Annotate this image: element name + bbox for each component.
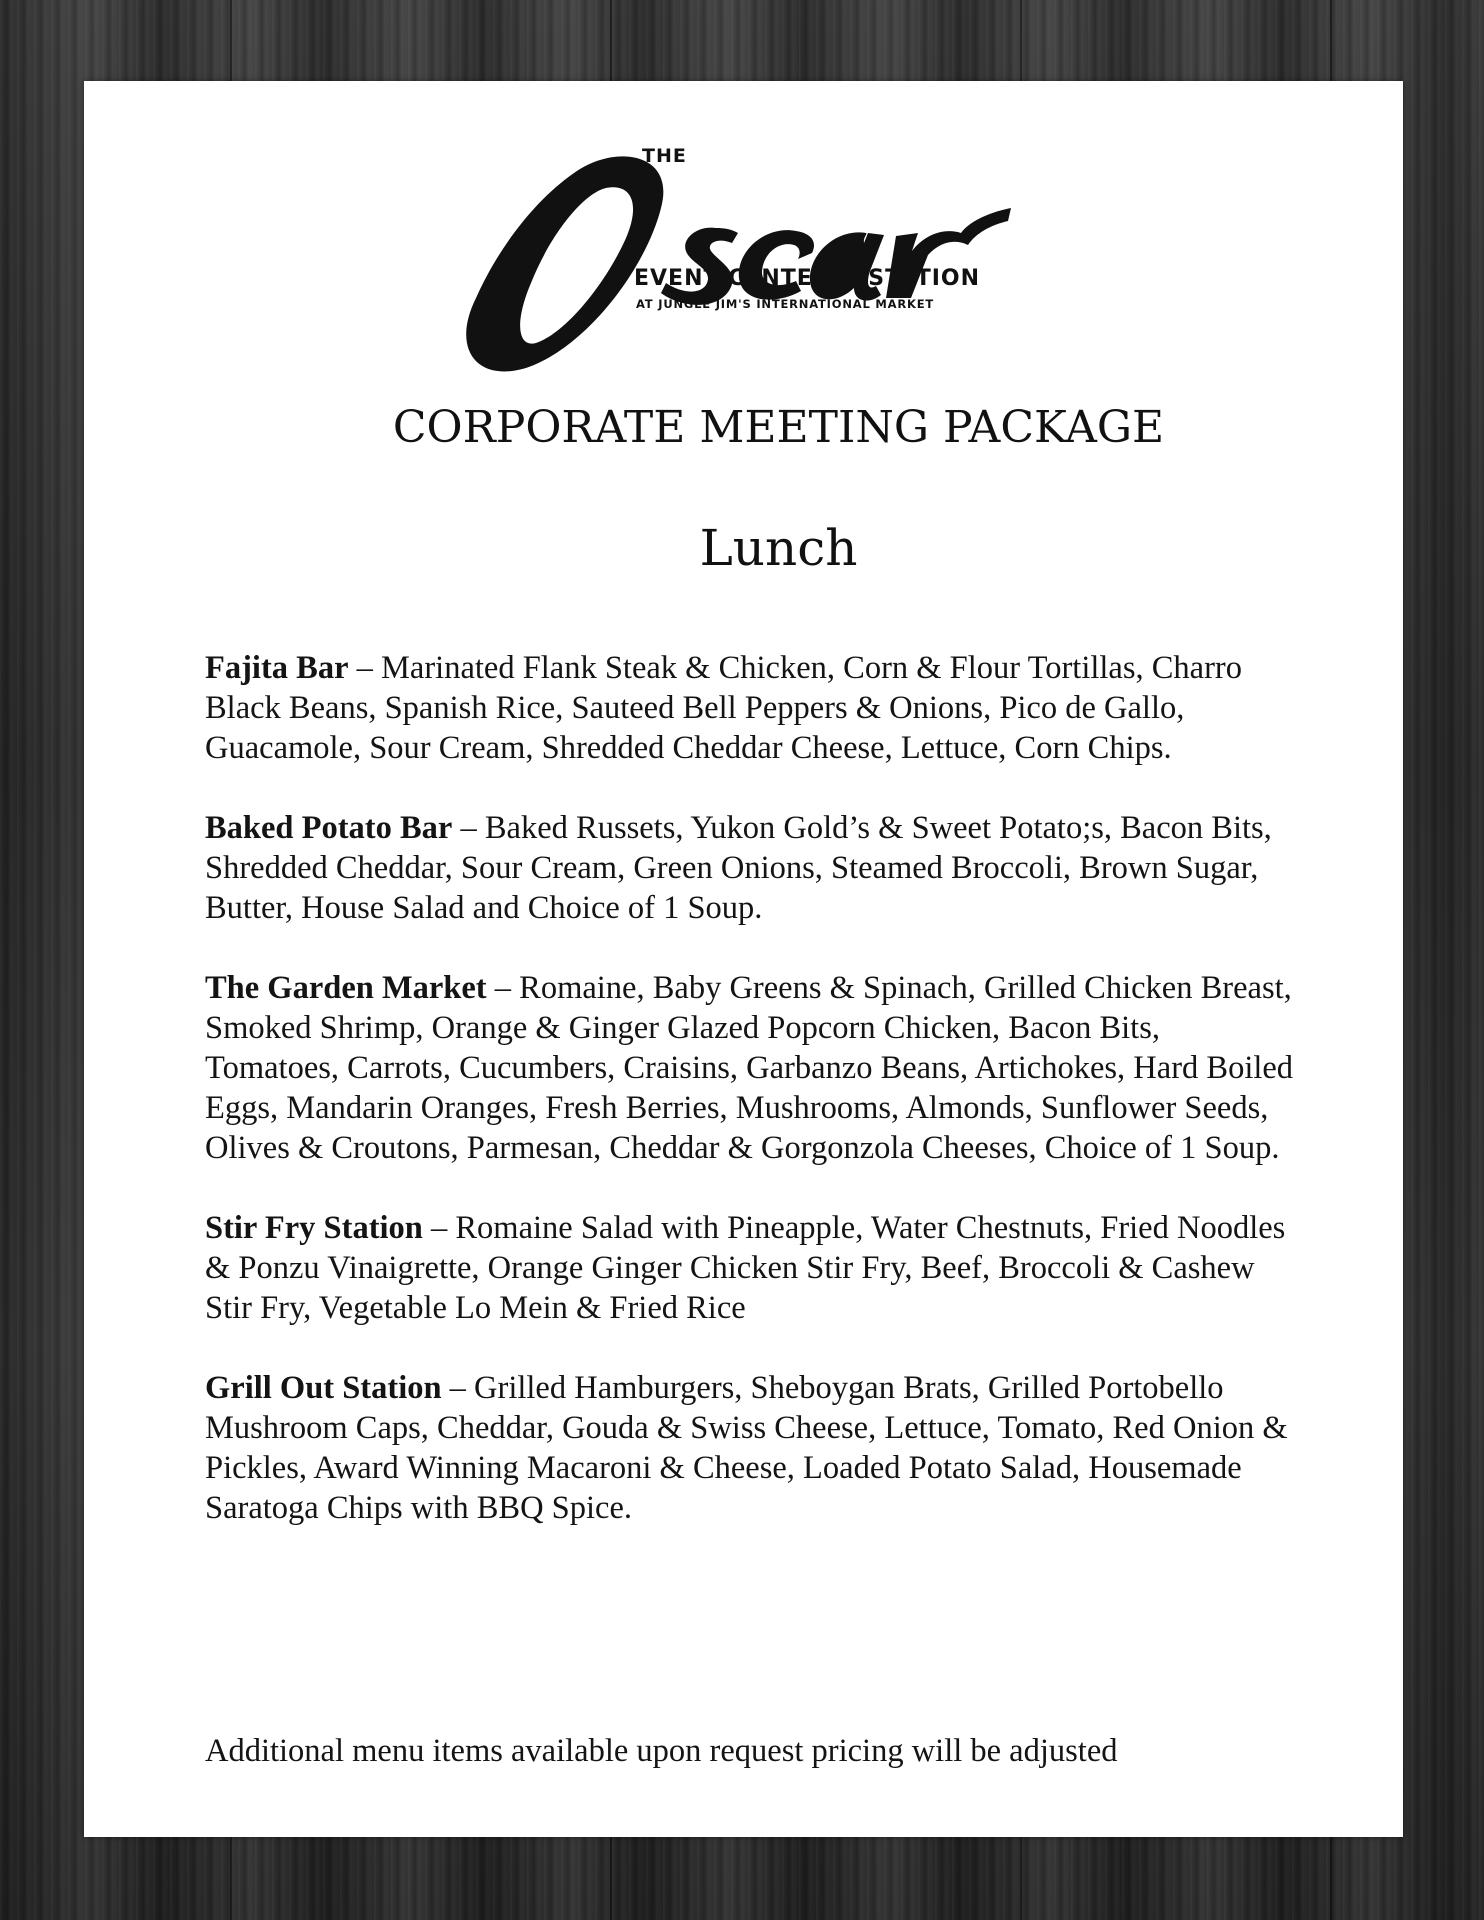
menu-item-name: Baked Potato Bar bbox=[205, 810, 453, 846]
logo-letter-o bbox=[466, 156, 663, 371]
logo-the-text: THE bbox=[642, 145, 687, 167]
menu-item-description: – Marinated Flank Steak & Chicken, Corn & Flour Tortillas, Charro Black Beans, Spanish Rice, Sauteed Bell Peppers & Onions, Pico de Gallo, Guacamole, Sour Cream, Shredded Cheddar Cheese, Lettuce, Corn Chips. bbox=[205, 650, 1242, 766]
menu-item-description: – Baked Russets, Yukon Gold’s & Sweet Potato;s, Bacon Bits, Shredded Cheddar, Sour Cream, Green Onions, Steamed Broccoli, Brown Sugar, Butter, House Salad and Choice of 1 Soup. bbox=[205, 810, 1272, 926]
menu-item-description: – Romaine, Baby Greens & Spinach, Grilled Chicken Breast, Smoked Shrimp, Orange & Ginger Glazed Popcorn Chicken, Bacon Bits, Tomatoes, Carrots, Cucumbers, Craisins, Garbanzo Beans, Artichokes, Hard Boiled Eggs, Mandarin Oranges, Fresh Berries, Mushrooms, Almonds, Sunflower Seeds, Olives & Croutons, Parmesan, Cheddar & Gorgonzola Cheeses, Choice of 1 Soup. bbox=[205, 970, 1294, 1166]
menu-item bbox=[205, 648, 1295, 768]
menu-item bbox=[205, 968, 1295, 1168]
menu-item-name: Fajita Bar bbox=[205, 650, 349, 686]
menu-item bbox=[205, 1208, 1295, 1328]
footer-note: Additional menu items available upon request pricing will be adjusted bbox=[205, 1733, 1118, 1769]
menu-item-name: The Garden Market bbox=[205, 970, 487, 1006]
package-title: CORPORATE MEETING PACKAGE bbox=[392, 402, 1165, 453]
menu-list bbox=[205, 648, 1295, 1568]
menu-item bbox=[205, 808, 1295, 928]
oscar-logo bbox=[456, 133, 1086, 383]
menu-page bbox=[84, 81, 1403, 1837]
logo-event-center-text: EVENT CENTER & STATION bbox=[634, 266, 980, 291]
logo-market-text: AT JUNGLE JIM'S INTERNATIONAL MARKET bbox=[636, 297, 934, 311]
section-title: Lunch bbox=[699, 519, 858, 577]
menu-item-name: Stir Fry Station bbox=[205, 1210, 423, 1246]
menu-item-description: – Romaine Salad with Pineapple, Water Chestnuts, Fried Noodles & Ponzu Vinaigrette, Orange Ginger Chicken Stir Fry, Beef, Broccoli & Cashew Stir Fry, Vegetable Lo Mein & Fried Rice bbox=[205, 1210, 1286, 1326]
menu-item bbox=[205, 1368, 1295, 1528]
menu-item-description: – Grilled Hamburgers, Sheboygan Brats, Grilled Portobello Mushroom Caps, Cheddar, Gouda & Swiss Cheese, Lettuce, Tomato, Red Onion & Pickles, Award Winning Macaroni & Cheese, Loaded Potato Salad, Housemade Saratoga Chips with BBQ Spice. bbox=[205, 1370, 1288, 1526]
menu-item-name: Grill Out Station bbox=[205, 1370, 442, 1406]
